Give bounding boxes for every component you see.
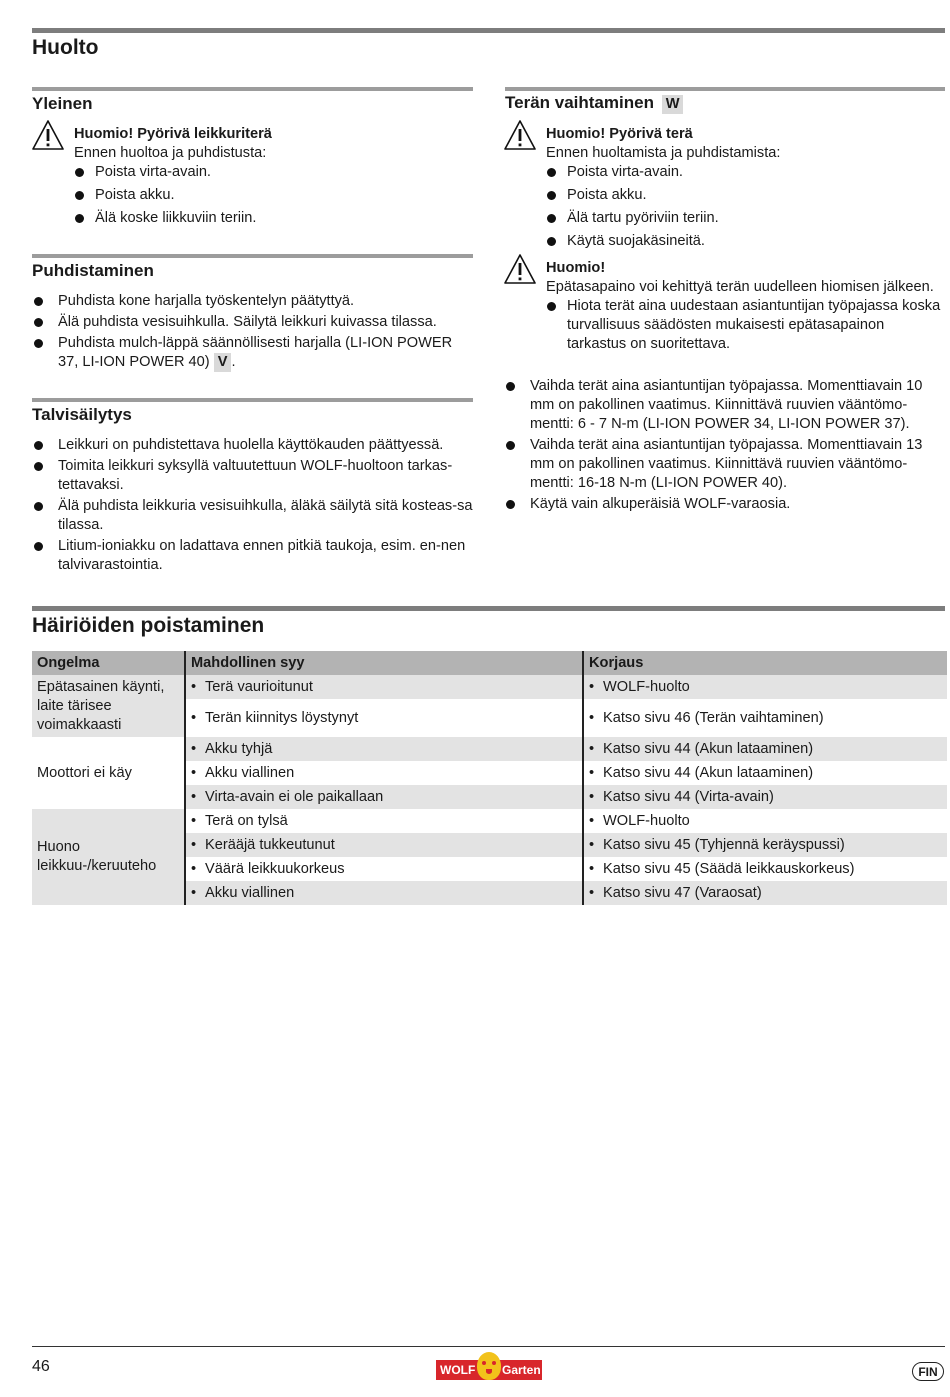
teran-warning-2-title: Huomio! — [546, 260, 606, 276]
fix-cell: • WOLF-huolto — [583, 675, 947, 699]
teran-list — [505, 377, 947, 517]
yleinen-warning-title: Huomio! Pyörivä leikkuriterä — [74, 126, 272, 142]
list-item: Poista virta-avain. — [74, 163, 469, 182]
table-row — [32, 809, 947, 833]
list-item: Poista akku. — [74, 186, 469, 205]
figure-ref-w: W — [662, 95, 684, 114]
cause-cell: • Virta-avain ei ole paikallaan — [185, 785, 583, 809]
wolf-garten-logo — [436, 1352, 542, 1382]
cause-cell: • Akku viallinen — [185, 881, 583, 905]
teran-warning-2 — [546, 259, 945, 354]
talvisailytys-rule — [32, 398, 473, 402]
teran-warning-1-intro: Ennen huoltamista ja puhdistamista: — [546, 145, 781, 161]
fix-cell: • Katso sivu 44 (Akun lataaminen) — [583, 761, 947, 785]
page-number: 46 — [32, 1358, 50, 1375]
cause-cell: • Akku viallinen — [185, 761, 583, 785]
list-item: Puhdista kone harjalla työskentelyn päätyttyä. — [33, 292, 473, 311]
fix-cell: • Katso sivu 44 (Akun lataaminen) — [583, 737, 947, 761]
cause-cell: • Terän kiinnitys löystynyt — [185, 699, 583, 737]
teran-warning-1-list — [546, 163, 945, 251]
problem-cell: Huono leikkuu-/keruuteho — [32, 809, 185, 905]
list-item: Toimita leikkuri syksyllä valtuutettuun WOLF-huoltoon tarkas-tettavaksi. — [33, 457, 475, 495]
fix-cell: • Katso sivu 46 (Terän vaihtaminen) — [583, 699, 947, 737]
column-header: Mahdollinen syy — [185, 651, 583, 675]
list-item: Käytä vain alkuperäisiä WOLF-varaosia. — [505, 495, 947, 514]
teran-rule — [505, 87, 945, 91]
puhdistaminen-heading: Puhdistaminen — [32, 261, 154, 280]
ref-suffix: . — [231, 354, 236, 370]
list-item: Älä tartu pyöriviin teriin. — [546, 209, 945, 228]
puhdistaminen-rule — [32, 254, 473, 258]
cause-cell: • Terä vaurioitunut — [185, 675, 583, 699]
list-item: Älä koske liikkuviin teriin. — [74, 209, 469, 228]
problem-cell: Epätasainen käynti, laite tärisee voimakkaasti — [32, 675, 185, 737]
teran-warning-1 — [546, 125, 945, 251]
yleinen-list — [74, 163, 469, 228]
yleinen-warning-intro: Ennen huoltoa ja puhdistusta: — [74, 145, 267, 161]
list-item-text: Puhdista mulch-läppä säännöllisesti harjalla (LI-ION POWER 37, LI-ION POWER 40) — [58, 335, 453, 370]
problem-cell: Moottori ei käy — [32, 737, 185, 809]
cause-cell: • Akku tyhjä — [185, 737, 583, 761]
fix-cell: • Katso sivu 44 (Virta-avain) — [583, 785, 947, 809]
column-header: Ongelma — [32, 651, 185, 675]
logo-text-left: WOLF — [440, 1363, 476, 1377]
warning-icon — [503, 119, 537, 151]
list-item: Vaihda terät aina asiantuntijan työpajassa. Momenttiavain 10 mm on pakollinen vaatimus. Kiinnittävä ruuvien vääntömo-mentti: 6 - 7 N-m (LI-ION POWER 34, LI-ION POWER 37). — [505, 377, 947, 434]
teran-heading: Terän vaihtaminen — [505, 93, 654, 112]
yleinen-heading: Yleinen — [32, 94, 93, 113]
list-item: Poista virta-avain. — [546, 163, 945, 182]
list-item: Leikkuri on puhdistettava huolella käyttökauden päättyessä. — [33, 436, 475, 455]
list-item: Vaihda terät aina asiantuntijan työpajassa. Momenttiavain 13 mm on pakollinen vaatimus. Kiinnittävä ruuvien vääntömo-mentti: 16-18 N-m (LI-ION POWER 40). — [505, 436, 947, 493]
column-header: Korjaus — [583, 651, 947, 675]
cause-cell: • Väärä leikkuukorkeus — [185, 857, 583, 881]
list-item: Litium-ioniakku on ladattava ennen pitkiä taukoja, esim. en-nen talvivarastointia. — [33, 537, 475, 575]
page-title: Huolto — [32, 36, 99, 59]
teran-warning-2-text: Epätasapaino voi kehittyä terän uudelleen hiomisen jälkeen. — [546, 279, 934, 295]
list-item: Älä puhdista leikkuria vesisuihkulla, äläkä säilytä sitä kosteas-sa tilassa. — [33, 497, 475, 535]
cause-cell: • Terä on tylsä — [185, 809, 583, 833]
top-rule — [32, 28, 945, 33]
warning-icon — [503, 253, 537, 285]
teran-warning-2-list — [546, 297, 945, 354]
list-item — [33, 334, 473, 372]
table-row — [32, 675, 947, 699]
language-badge: FIN — [912, 1362, 944, 1381]
puhdistaminen-list — [33, 292, 473, 375]
teran-warning-1-title: Huomio! Pyörivä terä — [546, 126, 693, 142]
list-item: Älä puhdista vesisuihkulla. Säilytä leikkuri kuivassa tilassa. — [33, 313, 473, 332]
fix-cell: • Katso sivu 45 (Tyhjennä keräyspussi) — [583, 833, 947, 857]
wolf-head-icon — [477, 1352, 501, 1380]
list-item: Poista akku. — [546, 186, 945, 205]
logo-text-right: Garten — [502, 1363, 541, 1377]
trouble-table — [32, 651, 947, 905]
footer-rule — [32, 1346, 945, 1347]
figure-ref-v: V — [214, 353, 232, 372]
trouble-heading: Häiriöiden poistaminen — [32, 614, 265, 637]
talvisailytys-list — [33, 436, 475, 578]
fix-cell: • Katso sivu 47 (Varaosat) — [583, 881, 947, 905]
warning-icon — [31, 119, 65, 151]
table-row — [32, 737, 947, 761]
yleinen-rule — [32, 87, 473, 91]
list-item: Käytä suojakäsineitä. — [546, 232, 945, 251]
yleinen-warning — [74, 125, 469, 228]
table-header-row — [32, 651, 947, 675]
list-item: Hiota terät aina uudestaan asiantuntijan työpajassa koska turvallisuus säädösten mukaisesti epätasapainon tarkastus on suoritettava. — [546, 297, 945, 354]
fix-cell: • Katso sivu 45 (Säädä leikkauskorkeus) — [583, 857, 947, 881]
cause-cell: • Kerääjä tukkeutunut — [185, 833, 583, 857]
fix-cell: • WOLF-huolto — [583, 809, 947, 833]
talvisailytys-heading: Talvisäilytys — [32, 405, 132, 424]
teran-heading-wrap — [505, 93, 683, 114]
trouble-rule — [32, 606, 945, 611]
